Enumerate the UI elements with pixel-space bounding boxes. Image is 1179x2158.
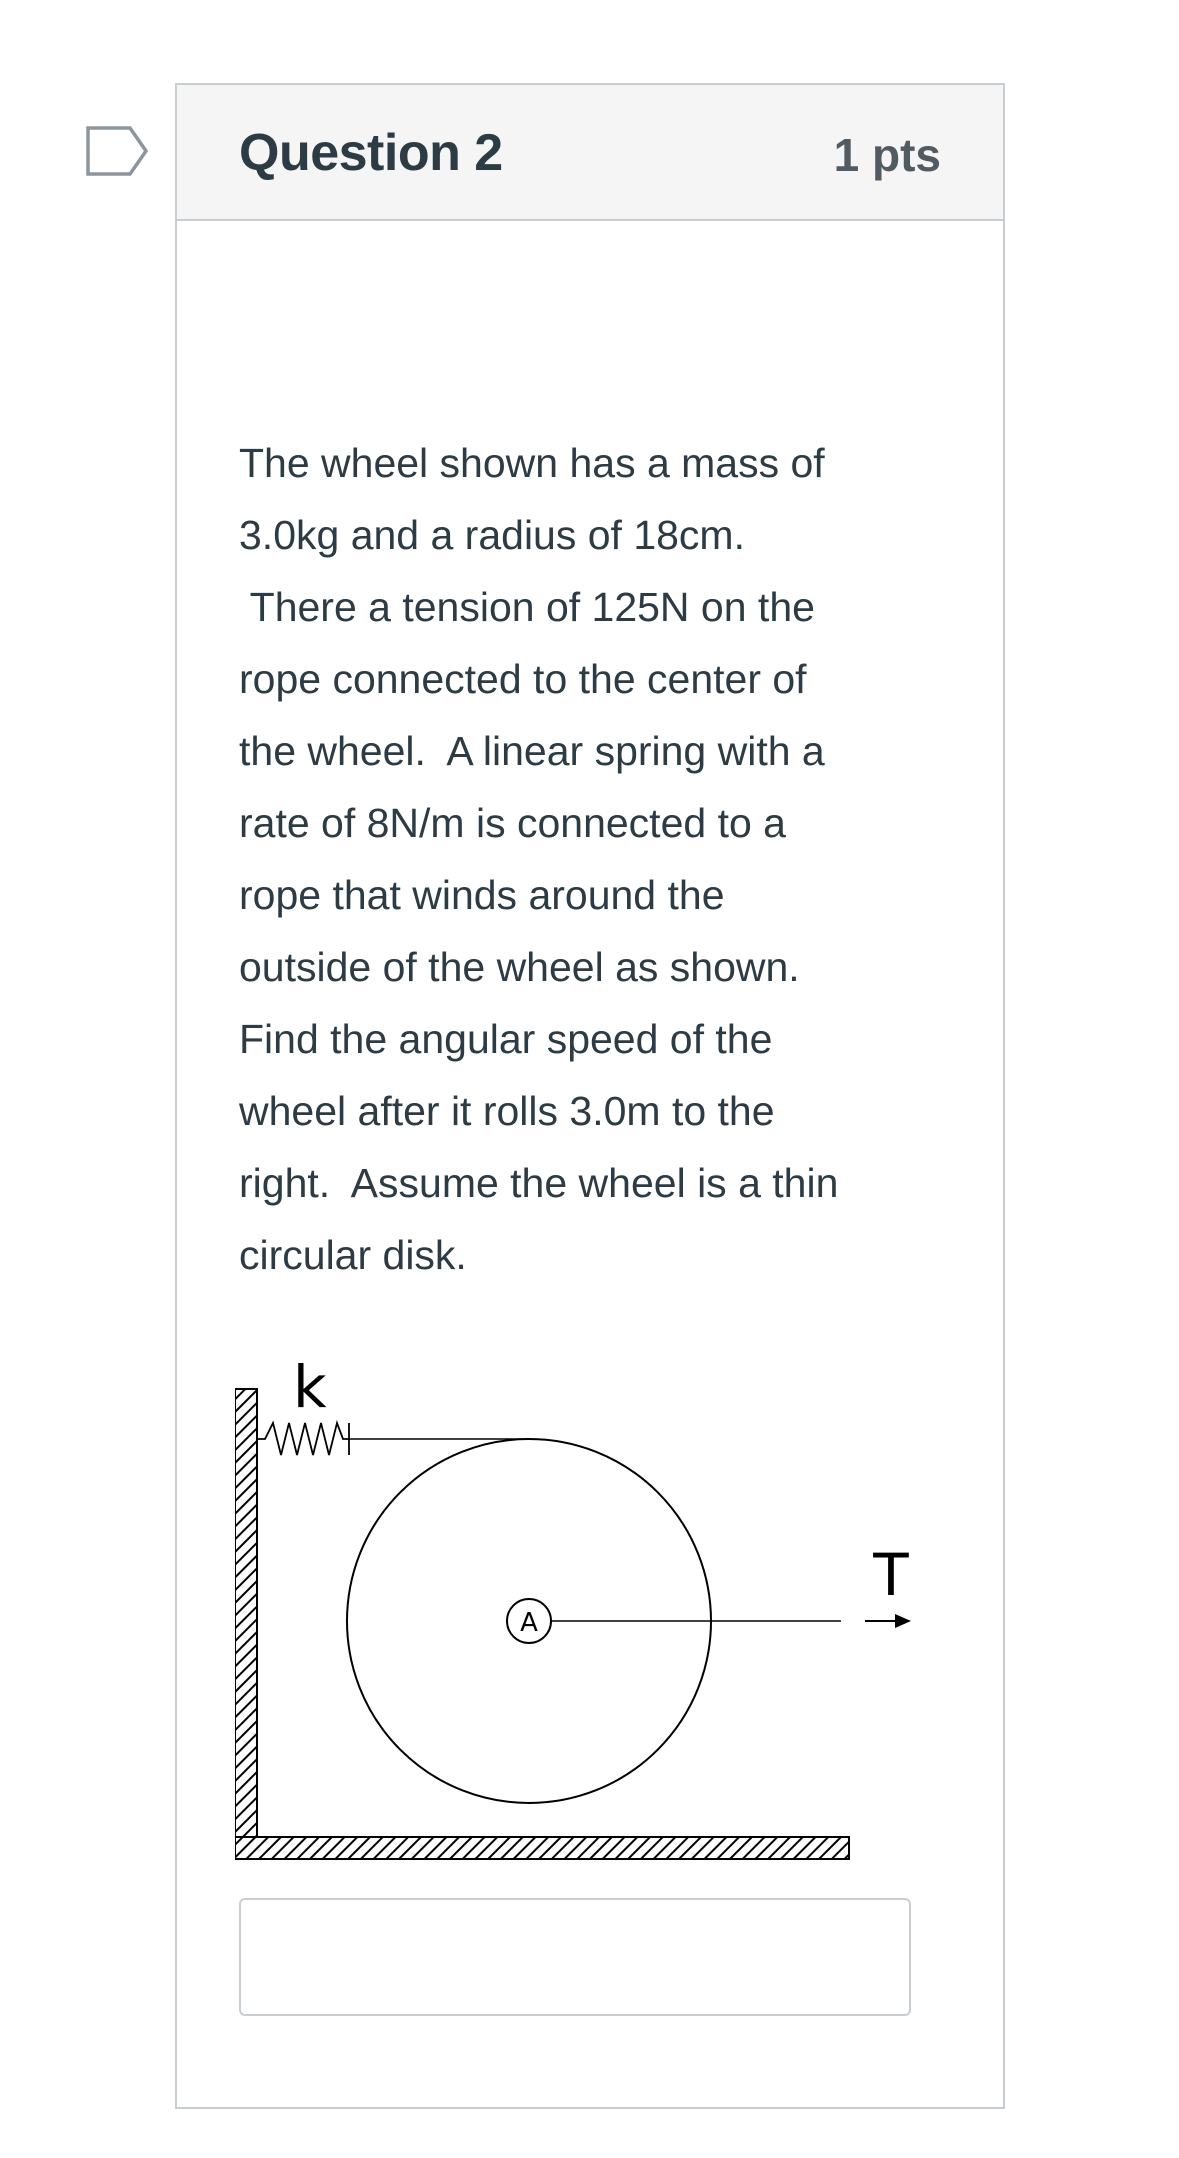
answer-input[interactable] (239, 1898, 911, 2016)
question-text-line: the wheel. A linear spring with a (239, 728, 825, 774)
tension-arrowhead (895, 1614, 911, 1628)
question-header (177, 85, 1003, 221)
question-card (175, 83, 1005, 2109)
question-points: 1 pts (833, 129, 941, 181)
spring-label: k (293, 1353, 327, 1421)
question-text-line: circular disk. (239, 1232, 467, 1278)
question-text-line: wheel after it rolls 3.0m to the (239, 1088, 775, 1134)
tension-label: T (873, 1541, 909, 1609)
wheel-spring-diagram (235, 1347, 935, 1867)
question-text-line: There a tension of 125N on the (239, 584, 815, 630)
question-text-line: Find the angular speed of the (239, 1016, 773, 1062)
question-text-line: outside of the wheel as shown. (239, 944, 800, 990)
question-text-line: 3.0kg and a radius of 18cm. (239, 512, 745, 558)
question-title: Question 2 (239, 124, 503, 182)
flag-outline-icon[interactable] (86, 126, 148, 176)
question-text-line: rate of 8N/m is connected to a (239, 800, 786, 846)
question-text (239, 427, 959, 1291)
question-text-line: rope that winds around the (239, 872, 725, 918)
center-label: A (520, 1608, 538, 1638)
question-text-line: rope connected to the center of (239, 656, 807, 702)
ground-hatch (235, 1837, 849, 1859)
question-text-line: The wheel shown has a mass of (239, 440, 825, 486)
question-text-line: right. Assume the wheel is a thin (239, 1160, 839, 1206)
spring (257, 1423, 349, 1455)
wall-hatch (235, 1389, 257, 1859)
